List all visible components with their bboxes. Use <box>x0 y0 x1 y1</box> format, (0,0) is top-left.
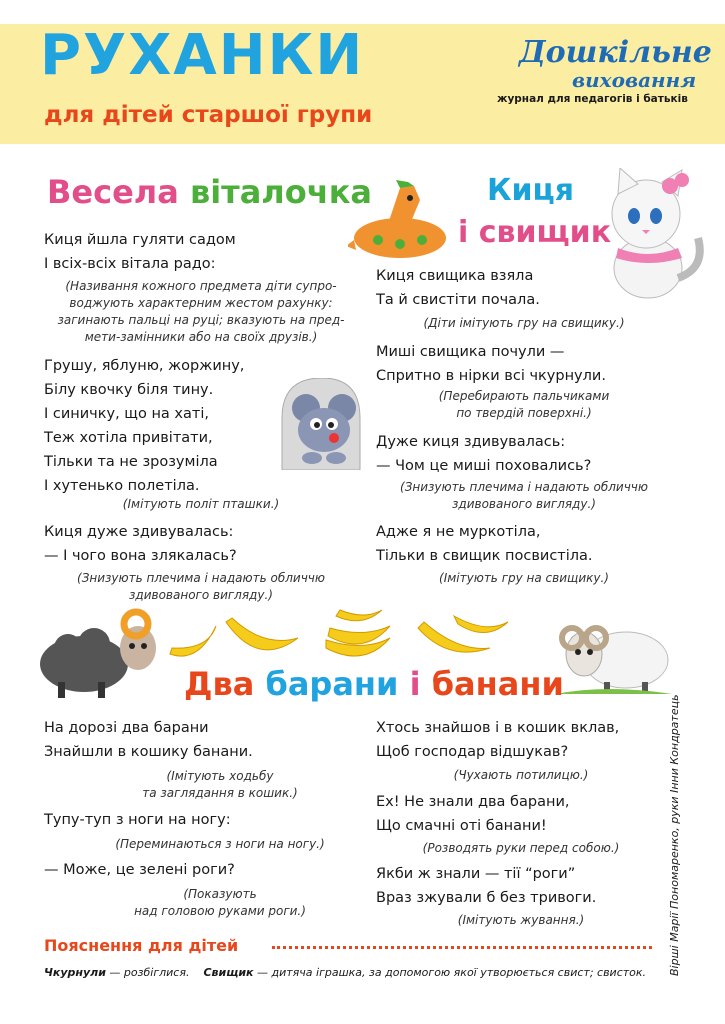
poem-stanza: Адже я не муркотіла, Тільки в свищик посвистіла. <box>376 524 593 564</box>
poem-stanza: Киця свищика взяла Та й свистіти почала. <box>376 268 540 308</box>
explanation-title: Пояснення для дітей <box>44 936 239 955</box>
poem-note: (Діти імітують гру на свищику.) <box>423 316 625 330</box>
poem-note: (Знизують плечима і надають обличчю здивованого вигляду.) <box>400 480 648 511</box>
magazine-logo-line1: Дошкільне <box>519 35 712 70</box>
poem-title-barany <box>184 665 564 703</box>
poem-title-vesela <box>47 173 372 211</box>
term: Свищик <box>203 966 254 979</box>
title-word: віталочка <box>189 173 372 211</box>
dotted-divider <box>272 946 652 949</box>
poem-title-kytsia-line2: і свищик <box>458 215 612 250</box>
title-word: банани <box>431 665 564 703</box>
poem-note: (Називання кожного предмета діти супро- воджують характерним жестом рахунку: загинають пальці на руці; вказують на пред- мети-замінники або на своїх друзів.) <box>57 279 345 344</box>
poem-stanza: На дорозі два барани Знайшли в кошику банани. <box>44 720 253 760</box>
poem-note: (Переминаються з ноги на ногу.) <box>115 837 325 851</box>
poem-stanza: Ех! Не знали два барани, Що смачні оті банани! <box>376 794 570 834</box>
definition: — розбіглися. <box>105 966 190 979</box>
poem-stanza: Тупу-туп з ноги на ногу: <box>44 812 231 828</box>
poem-stanza: Хтось знайшов і в кошик вклав, Щоб господар відшукав? <box>376 720 620 760</box>
poem-note: (Показують над головою руками роги.) <box>134 887 306 918</box>
magazine-tagline: журнал для педагогів і батьків <box>497 93 688 105</box>
poem-note: (Чухають потилицю.) <box>453 768 589 782</box>
title-word: барани <box>265 665 399 703</box>
title-word: Два <box>184 665 255 703</box>
poem-stanza: Киця йшла гуляти садом І всіх-всіх вітала радо: <box>44 232 236 272</box>
poem-note: (Імітують ходьбу та заглядання в кошик.) <box>142 769 298 800</box>
black-sheep-illustration <box>38 604 166 700</box>
poem-stanza: Миші свищика почули — Спритно в нірки всі чкурнули. <box>376 344 606 384</box>
whistle-illustration <box>348 180 448 262</box>
page-title: РУХАНКИ <box>40 23 365 88</box>
poem-note: (Імітують гру на свищику.) <box>439 571 609 585</box>
definition: — дитяча іграшка, за допомогою якої утворюється свист; свисток. <box>253 966 647 979</box>
poem-title-kytsia-line1: Киця <box>487 173 575 208</box>
poem-note: (Імітують політ пташки.) <box>122 497 280 511</box>
poem-stanza: — Може, це зелені роги? <box>44 862 235 878</box>
bananas-illustration <box>168 608 550 668</box>
poem-stanza: Якби ж знали — тії “роги” Враз зжували б без тривоги. <box>376 866 597 906</box>
credits-vertical: Вірші Марії Пономаренко, руки Інни Кондратець <box>668 694 681 976</box>
cat-illustration <box>598 168 710 300</box>
poem-stanza: Грушу, яблуню, жоржину, Білу квочку біля тину. І синичку, що на хаті, Теж хотіла привітати, Тільки та не зрозуміла І хутенько полетіла. <box>44 358 245 494</box>
magazine-logo-line2: виховання <box>572 68 697 92</box>
mouse-illustration <box>272 378 362 470</box>
poem-stanza: Киця дуже здивувалась: — І чого вона злякалась? <box>44 524 237 564</box>
white-sheep-illustration <box>556 614 672 694</box>
title-word: і <box>409 665 421 703</box>
poem-note: (Розводять руки перед собою.) <box>422 841 620 855</box>
explanation-text <box>44 966 646 979</box>
poem-note: (Імітують жування.) <box>457 913 585 927</box>
poem-note: (Перебирають пальчиками по твердій поверхні.) <box>438 389 610 420</box>
page-subtitle: для дітей старшої групи <box>44 102 373 128</box>
title-word: Весела <box>47 173 179 211</box>
term: Чкурнули <box>44 966 106 979</box>
poem-note: (Знизують плечима і надають обличчю здивованого вигляду.) <box>77 571 325 602</box>
poem-stanza: Дуже киця здивувалась: — Чом це миші поховались? <box>376 434 592 474</box>
